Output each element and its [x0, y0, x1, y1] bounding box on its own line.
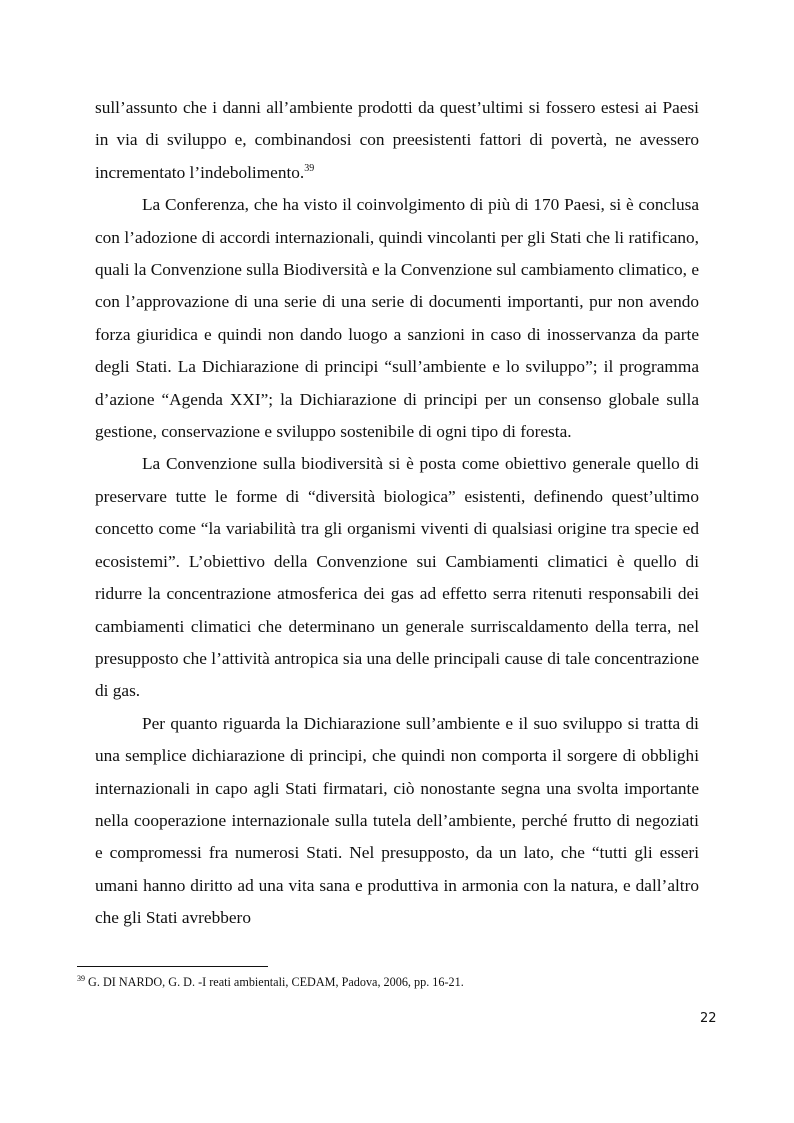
- footnote-reference: 39: [304, 163, 315, 175]
- paragraph-4: Per quanto riguarda la Dichiarazione sull’ambiente e il suo sviluppo si tratta di una semplice dichiarazione di principi, che quindi non comporta il sorgere di obblighi internazionali in capo agli Stati firmatari, ciò nonostante segna una svolta importante nella cooperazione internazionale sulla tutela dell’ambiente, perché frutto di negoziati e compromessi fra numerosi Stati. Nel presupposto, da un lato, che “tutti gli esseri umani hanno diritto ad una vita sana e produttiva in armonia con la natura, e dall’altro che gli Stati avrebbero: [95, 713, 699, 928]
- paragraph-1: [95, 92, 699, 189]
- paragraph-2: La Conferenza, che ha visto il coinvolgimento di più di 170 Paesi, si è conclusa con l’adozione di accordi internazionali, quindi vincolanti per gli Stati che li ratificano, quali la Convenzione sulla Biodiversità e la Convenzione sul cambiamento climatico, e con l’approvazione di una serie di una serie di documenti importanti, pur non avendo forza giuridica e quindi non dando luogo a sanzioni in caso di inosservanza da parte degli Stati. La Dichiarazione di principi “sull’ambiente e lo sviluppo”; il programma d’azione “Agenda XXI”; la Dichiarazione di principi per un consenso globale sulla gestione, conservazione e sviluppo sostenibile di ogni tipo di foresta.: [95, 195, 699, 442]
- footnote-number: 39: [77, 973, 85, 983]
- footnote-separator: [77, 966, 268, 967]
- body-text: [95, 92, 699, 935]
- paragraph-1-text: sull’assunto che i danni all’ambiente prodotti da quest’ultimi si fossero estesi ai Paesi in via di sviluppo e, combinandosi con preesistenti fattori di povertà, ne avessero incrementato l’indebolimento.: [95, 98, 699, 182]
- footnote: [77, 974, 697, 990]
- page-number: 22: [700, 1011, 717, 1026]
- footnote-text: G. DI NARDO, G. D. -I reati ambientali, CEDAM, Padova, 2006, pp. 16-21.: [88, 975, 464, 989]
- paragraph-3: La Convenzione sulla biodiversità si è posta come obiettivo generale quello di preservare tutte le forme di “diversità biologica” esistenti, definendo quest’ultimo concetto come “la variabilità tra gli organismi viventi di qualsiasi origine tra specie ed ecosistemi”. L’obiettivo della Convenzione sui Cambiamenti climatici è quello di ridurre la concentrazione atmosferica dei gas ad effetto serra ritenuti responsabili dei cambiamenti climatici che determinano un generale surriscaldamento della terra, nel presupposto che l’attività antropica sia una delle principali cause di tale concentrazione di gas.: [95, 454, 699, 701]
